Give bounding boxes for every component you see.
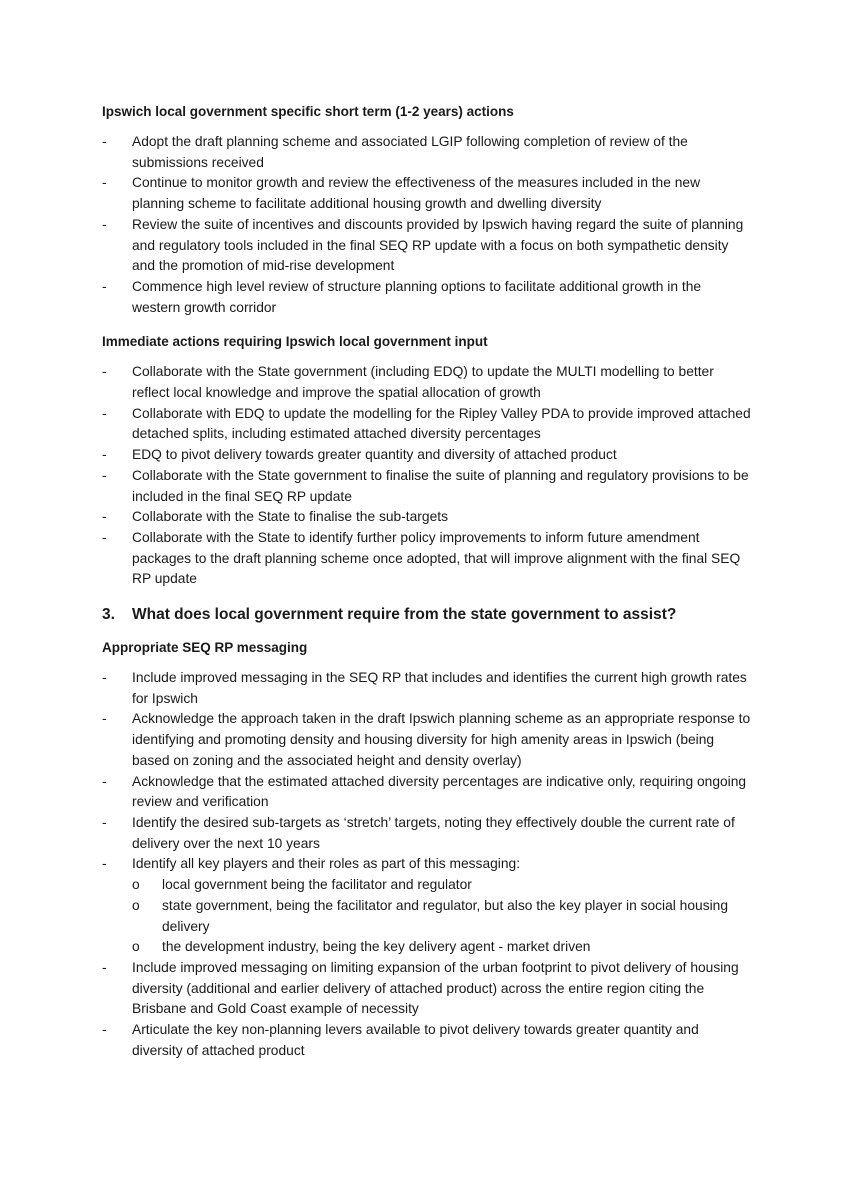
- dash-bullet: -: [102, 447, 107, 463]
- dash-bullet: -: [102, 711, 107, 727]
- list-item-text: Collaborate with the State government to finalise the suite of planning and regulatory provisions to be included in the final SEQ RP update: [132, 467, 749, 504]
- list-item-text: Review the suite of incentives and discounts provided by Ipswich having regard the suite of planning and regulatory tools included in the final SEQ RP update with a focus on both sympathetic density and the promotion of mid-rise development: [132, 216, 744, 274]
- circle-bullet: o: [132, 939, 140, 955]
- list-item: [102, 404, 752, 445]
- list-item: [102, 215, 752, 277]
- dash-bullet: -: [102, 278, 107, 294]
- sublist-item-text: state government, being the facilitator and regulator, but also the key player in social housing delivery: [162, 897, 729, 934]
- dash-bullet: -: [102, 175, 107, 191]
- seq-rp-messaging-list: [102, 668, 752, 1061]
- list-item: [102, 466, 752, 507]
- list-item: [102, 772, 752, 813]
- list-item: [102, 277, 752, 318]
- dash-bullet: -: [102, 364, 107, 380]
- list-item-text: Collaborate with the State to identify further policy improvements to inform future amendment packages to the draft planning scheme once adopted, that will improve alignment with the final SEQ RP update: [132, 529, 741, 587]
- list-item-text: Collaborate with EDQ to update the modelling for the Ripley Valley PDA to provide improved attached detached splits, including estimated attached diversity percentages: [132, 405, 751, 442]
- circle-bullet: o: [132, 897, 140, 913]
- dash-bullet: -: [102, 856, 107, 872]
- list-item-text: Articulate the key non-planning levers available to pivot delivery towards greater quantity and diversity of attached product: [132, 1022, 699, 1058]
- dash-bullet: -: [102, 134, 107, 149]
- section-3-heading: [102, 604, 752, 626]
- immediate-actions-list: [102, 362, 752, 590]
- list-item: [102, 958, 752, 1020]
- page-content: [102, 102, 752, 1075]
- list-item: [102, 445, 752, 466]
- circle-bullet: o: [132, 877, 140, 893]
- dash-bullet: -: [102, 1022, 107, 1038]
- short-term-actions-list: [102, 132, 752, 318]
- dash-bullet: -: [102, 216, 107, 232]
- sublist-item: [132, 875, 752, 896]
- list-item: [102, 709, 752, 771]
- sublist-item: [132, 896, 752, 937]
- sublist-item: [132, 937, 752, 958]
- list-item-text: Continue to monitor growth and review the effectiveness of the measures included in the new planning scheme to facilitate additional housing growth and dwelling diversity: [132, 175, 701, 212]
- list-item-text: EDQ to pivot delivery towards greater quantity and diversity of attached product: [132, 447, 617, 463]
- list-item: [102, 132, 752, 173]
- list-item: [102, 1020, 752, 1061]
- dash-bullet: -: [102, 670, 107, 686]
- dash-bullet: -: [102, 959, 107, 975]
- dash-bullet: -: [102, 405, 107, 421]
- list-item-text: Adopt the draft planning scheme and associated LGIP following completion of review of the submissions received: [132, 134, 688, 170]
- dash-bullet: -: [102, 814, 107, 830]
- list-item-text: Acknowledge the approach taken in the draft Ipswich planning scheme as an appropriate response to identifying and promoting density and housing diversity for high amenity areas in Ipswich (being based on zoning and the associated height and density overlay): [132, 711, 751, 768]
- list-item: [102, 668, 752, 709]
- list-item: [102, 528, 752, 590]
- section-number: 3.: [102, 606, 115, 624]
- list-item: [102, 854, 752, 958]
- dash-bullet: -: [102, 529, 107, 545]
- section-title: What does local government require from the state government to assist?: [132, 606, 677, 624]
- list-item-text: Identify all key players and their roles as part of this messaging:: [132, 856, 521, 872]
- sublist-item-text: local government being the facilitator and regulator: [162, 877, 472, 893]
- dash-bullet: -: [102, 773, 107, 789]
- dash-bullet: -: [102, 467, 107, 483]
- list-item: [102, 507, 752, 528]
- key-players-sublist: [132, 875, 752, 958]
- section-heading-short-term-actions: Ipswich local government specific short term (1-2 years) actions: [102, 104, 514, 119]
- list-item-text: Identify the desired sub-targets as ‘stretch’ targets, noting they effectively double the current rate of delivery over the next 10 years: [132, 814, 735, 851]
- dash-bullet: -: [102, 509, 107, 525]
- list-item-text: Acknowledge that the estimated attached diversity percentages are indicative only, requiring ongoing review and verification: [132, 773, 747, 810]
- list-item: [102, 813, 752, 854]
- list-item-text: Include improved messaging on limiting expansion of the urban footprint to pivot delivery of housing diversity (additional and earlier delivery of attached product) across the entire region citing the Brisbane and Gold Coast example of necessity: [132, 959, 739, 1017]
- list-item-text: Include improved messaging in the SEQ RP that includes and identifies the current high growth rates for Ipswich: [132, 670, 747, 706]
- section-heading-seq-rp-messaging: Appropriate SEQ RP messaging: [102, 640, 308, 656]
- sublist-item-text: the development industry, being the key delivery agent - market driven: [162, 939, 591, 955]
- list-item-text: Commence high level review of structure planning options to facilitate additional growth in the western growth corridor: [132, 278, 702, 315]
- list-item: [102, 173, 752, 214]
- list-item-text: Collaborate with the State government (including EDQ) to update the MULTI modelling to better reflect local knowledge and improve the spatial allocation of growth: [132, 364, 714, 401]
- list-item: [102, 362, 752, 403]
- list-item-text: Collaborate with the State to finalise the sub-targets: [132, 509, 448, 525]
- section-heading-immediate-actions: Immediate actions requiring Ipswich local government input: [102, 334, 488, 350]
